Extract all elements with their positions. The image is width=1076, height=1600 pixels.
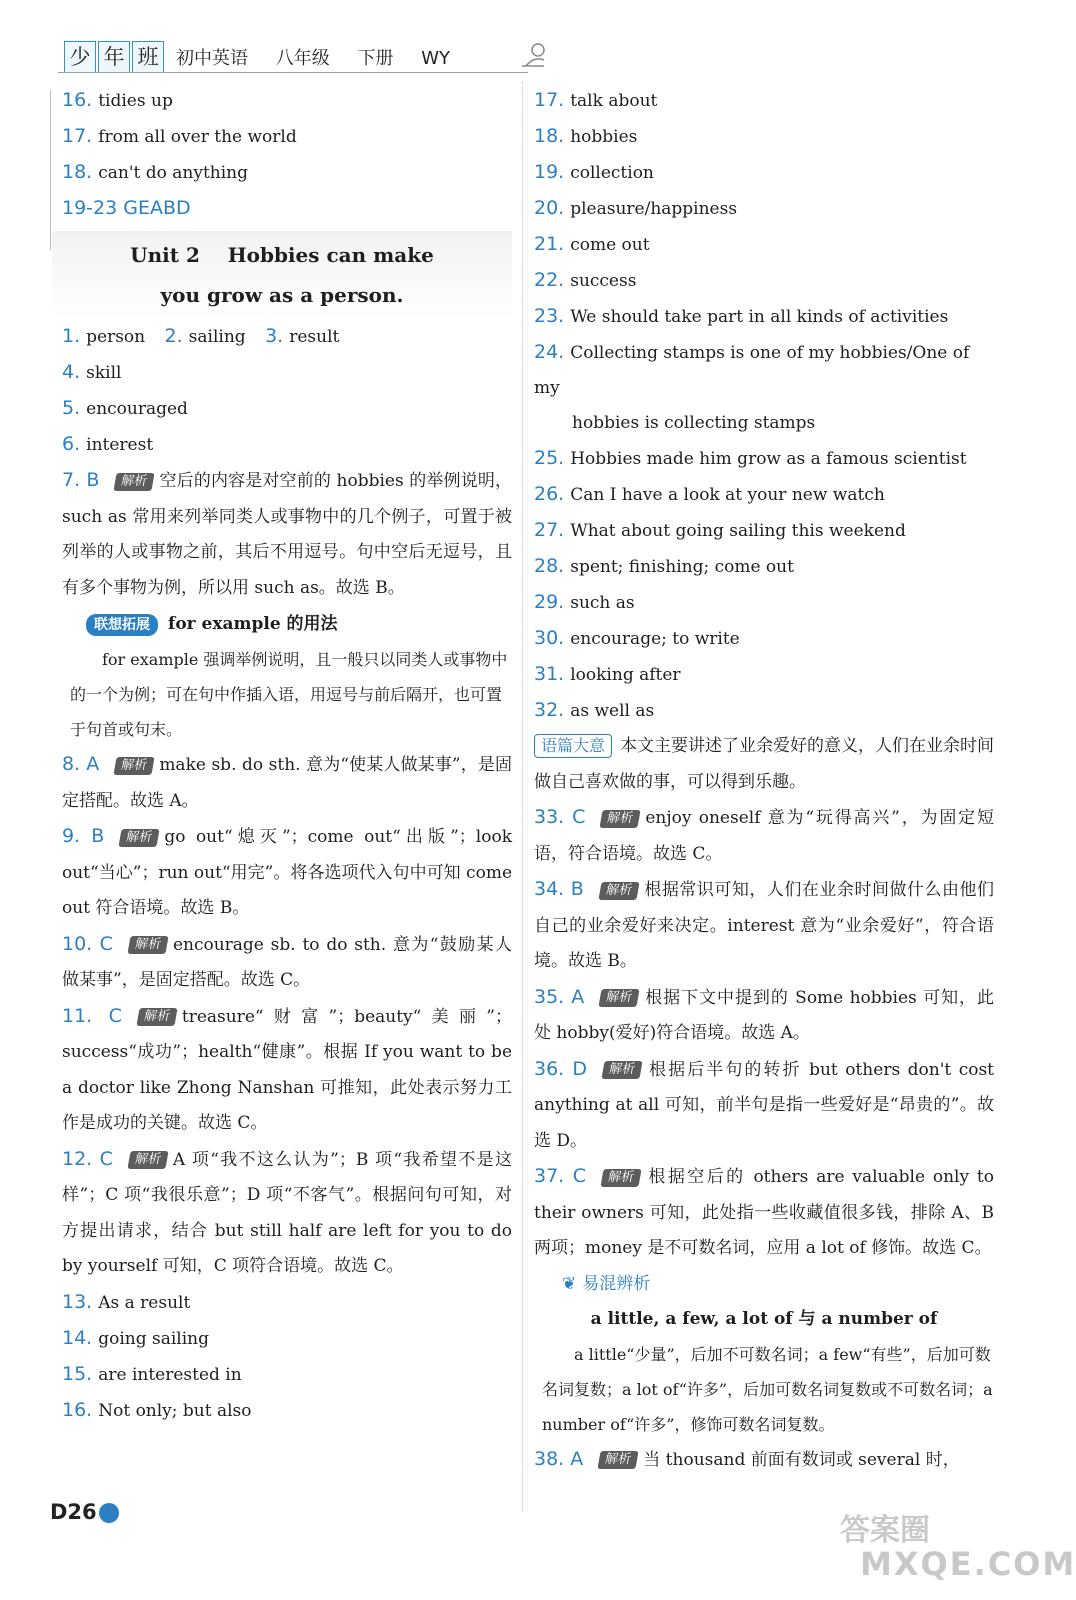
item-answer: looking after	[570, 665, 681, 685]
item-answer: We should take part in all kinds of activities	[570, 307, 949, 327]
answer-item	[534, 585, 994, 621]
item-number: 27.	[534, 519, 565, 541]
item-answer: sailing	[188, 327, 246, 347]
header-edition: WY	[421, 48, 450, 69]
brand-char-1: 少	[64, 41, 96, 73]
item-number: 2.	[164, 325, 183, 347]
answer-item	[62, 1393, 512, 1429]
explanation-item	[534, 980, 994, 1052]
answer-item	[62, 355, 512, 391]
item-number: 31.	[534, 663, 565, 685]
explanation-text: 空后的内容是对空前的 hobbies 的举例说明，such as 常用来列举同类人或事物中的几个例子，可置于被列举的人或事物之前，其后不用逗号。句中空后无逗号，且有多个事物为例，所以用 such as。故选 B。	[62, 471, 513, 598]
analysis-tag: 解析	[127, 1151, 168, 1169]
header-subject: 初中英语	[176, 48, 248, 69]
answer-item	[62, 191, 512, 227]
answer-item	[62, 83, 512, 119]
item-answer: Hobbies made him grow as a famous scientist	[570, 449, 967, 469]
brand-char-2: 年	[98, 41, 130, 73]
answer-item	[62, 155, 512, 191]
column-divider	[522, 82, 523, 1512]
answer-item	[534, 119, 994, 155]
item-answer: spent; finishing; come out	[570, 557, 794, 577]
extension-header	[62, 606, 512, 642]
extension-title: for example 的用法	[168, 614, 338, 634]
explanation-item	[534, 1442, 994, 1479]
answer-item	[534, 191, 994, 227]
item-number: 16.	[62, 1398, 93, 1421]
extension-body: for example 强调举例说明，且一般只以同类人或事物中的一个为例；可在句中作插入语，用逗号与前后隔开，也可置于句首或句末。	[70, 650, 508, 739]
explanation-item	[534, 800, 994, 872]
answer-item	[534, 657, 994, 693]
answer-item	[534, 155, 994, 191]
answer-item	[62, 1285, 512, 1321]
summary-text: 本文主要讲述了业余爱好的意义，人们在业余时间做自己喜欢做的事，可以得到乐趣。	[534, 736, 995, 792]
answer-item	[62, 319, 512, 355]
brand-logo	[64, 41, 166, 73]
explanation-text: enjoy oneself 意为“玩得高兴”，为固定短语，符合语境。故选 C。	[534, 808, 994, 864]
explanation-item	[62, 819, 512, 927]
item-number: 3.	[265, 325, 284, 347]
confusion-label: 易混辨析	[582, 1273, 651, 1294]
item-answer: talk about	[570, 91, 658, 111]
item-number: 16.	[62, 89, 93, 111]
analysis-tag: 解析	[114, 473, 155, 491]
item-number: 10. C	[62, 932, 113, 955]
item-number: 17.	[62, 125, 93, 147]
item-answer: Collecting stamps is one of my hobbies/One of my	[534, 343, 970, 398]
explanation-text: 根据下文中提到的 Some hobbies 可知，此处 hobby(爱好)符合语境。故选 A。	[534, 987, 994, 1043]
explanation-item	[62, 927, 512, 999]
answer-item	[534, 549, 994, 585]
item-answer: skill	[86, 363, 122, 383]
explanation-text: 根据空后的 others are valuable only to their owners 可知，此处指一些收藏值很多钱，排除 A、B 两项；money 是不可数名词，应用 a lot of 修饰。故选 C。	[534, 1167, 994, 1258]
item-number: 1.	[62, 325, 81, 347]
explanation-item	[62, 463, 512, 606]
confusion-icon: ❦	[562, 1273, 577, 1294]
answer-item	[534, 263, 994, 299]
answer-item	[62, 1321, 512, 1357]
watermark-url: MXQE.COM	[860, 1545, 1076, 1583]
item-number: 19.	[534, 161, 565, 183]
page-badge-icon	[99, 1503, 119, 1523]
left-margin-rule	[50, 90, 51, 250]
item-number: 17.	[534, 89, 565, 111]
item-answer: going sailing	[98, 1328, 210, 1349]
item-answer: from all over the world	[98, 127, 297, 147]
answer-item	[534, 693, 994, 729]
analysis-tag: 解析	[598, 1451, 639, 1469]
answer-item	[534, 83, 994, 119]
item-number: 21.	[534, 233, 565, 255]
item-answer: success	[570, 271, 637, 291]
item-number: 34. B	[534, 878, 584, 900]
header-meta	[176, 44, 472, 70]
passage-summary	[534, 729, 994, 800]
item-number: 12. C	[62, 1147, 113, 1170]
answer-item	[534, 477, 994, 513]
explanation-text: 当 thousand 前面有数词或 several 时，	[643, 1449, 960, 1470]
unit-title-line-1: Unit 2 Hobbies can make	[130, 243, 434, 267]
item-number: 14.	[62, 1326, 93, 1349]
brand-char-3: 班	[132, 41, 164, 73]
explanation-text: make sb. do sth. 意为“使某人做某事”，是固定搭配。故选 A。	[62, 755, 512, 811]
analysis-tag: 解析	[601, 1061, 642, 1079]
analysis-tag: 解析	[600, 1169, 641, 1187]
right-column	[534, 83, 994, 1478]
item-answer: result	[289, 327, 340, 347]
header-grade: 八年级	[275, 48, 330, 69]
item-number: 9. B	[62, 825, 105, 847]
answer-item	[534, 513, 994, 549]
item-number: 35. A	[534, 985, 585, 1008]
item-answer: Can I have a look at your new watch	[570, 485, 885, 505]
item-answer: hobbies	[570, 127, 638, 147]
item-answer: can't do anything	[98, 163, 248, 183]
item-number: 19-23	[62, 197, 118, 219]
confusion-title: a little, a few, a lot of 与 a number of	[590, 1308, 938, 1329]
page-number	[50, 1500, 119, 1524]
item-number: 6.	[62, 433, 81, 455]
item-number: 20.	[534, 197, 565, 219]
item-answer: encourage; to write	[570, 629, 740, 649]
analysis-tag: 解析	[600, 810, 641, 828]
item-number: 23.	[534, 305, 565, 327]
explanation-item	[534, 1159, 994, 1267]
item-number: 28.	[534, 555, 565, 577]
explanation-text: treasure“财富”；beauty“美丽”；success“成功”；health“健康”。根据 If you want to be a doctor like Zhong Nanshan 可推知，此处表示努力工作是成功的关键。故选 C。	[62, 1006, 512, 1133]
extension-label: 联想拓展	[86, 614, 158, 636]
item-answer: Not only; but also	[98, 1400, 252, 1421]
unit-title-line-2: you grow as a person.	[160, 283, 404, 307]
header-volume: 下册	[357, 48, 394, 69]
page-number-text: D26	[50, 1500, 97, 1524]
answer-item	[534, 227, 994, 263]
summary-label: 语篇大意	[534, 734, 612, 758]
item-answer: come out	[570, 235, 650, 255]
item-answer: collection	[570, 163, 654, 183]
explanation-text: 根据常识可知，人们在业余时间做什么由他们自己的业余爱好来决定。interest 意为“业余爱好”，符合语境。故选 B。	[534, 880, 995, 971]
explanation-text: go out“熄灭”；come out“出版”；look out“当心”；run out“用完”。将各选项代入句中可知 come out 符合语境。故选 B。	[62, 827, 512, 918]
item-number: 25.	[534, 447, 565, 469]
item-number: 8. A	[62, 753, 100, 775]
item-number: 36. D	[534, 1057, 587, 1080]
left-column	[62, 83, 512, 1429]
item-number: 37. C	[534, 1165, 586, 1187]
confusion-header	[534, 1267, 994, 1301]
answer-item-continued: hobbies is collecting stamps	[572, 413, 816, 433]
item-number: 24.	[534, 341, 565, 363]
explanation-item	[534, 872, 994, 980]
answer-item	[534, 299, 994, 335]
answer-item	[534, 441, 994, 477]
item-answer: person	[86, 327, 146, 347]
page-header	[64, 38, 472, 76]
explanation-text: 根据后半句的转折 but others don't cost anything at all 可知，前半句是指一些爱好是“昂贵的”。故选 D。	[534, 1059, 994, 1151]
analysis-tag: 解析	[598, 882, 639, 900]
explanation-text: A 项“我不这么认为”；B 项“我希望不是这样”；C 项“我很乐意”；D 项“不客气”。根据问句可知，对方提出请求，结合 but still half are left for you to do by yourself 可知，C 项符合语境。故选 C。	[62, 1149, 512, 1276]
answer-item	[534, 335, 994, 406]
item-answer: tidies up	[98, 91, 173, 111]
explanation-item	[534, 1052, 994, 1160]
item-number: 15.	[62, 1362, 93, 1385]
analysis-tag: 解析	[136, 1008, 177, 1026]
answer-item	[62, 1357, 512, 1393]
item-answer: interest	[86, 435, 154, 455]
analysis-tag: 解析	[599, 989, 640, 1007]
item-answer: such as	[570, 593, 635, 613]
item-number: 13.	[62, 1290, 93, 1313]
item-answer: are interested in	[98, 1364, 242, 1385]
answer-item	[62, 427, 512, 463]
item-number: 5.	[62, 397, 81, 419]
explanation-item	[62, 747, 512, 819]
watermark-logo: 答案圈	[840, 1513, 930, 1548]
analysis-tag: 解析	[119, 829, 160, 847]
item-number: 11. C	[62, 1004, 122, 1027]
item-number: 7. B	[62, 469, 100, 491]
analysis-tag: 解析	[127, 936, 168, 954]
item-answer: as well as	[570, 701, 655, 721]
answer-item	[62, 119, 512, 155]
answer-item	[62, 391, 512, 427]
item-number: 38. A	[534, 1447, 584, 1470]
item-answer: What about going sailing this weekend	[570, 521, 906, 541]
item-number: 33. C	[534, 806, 586, 828]
item-number: 22.	[534, 269, 565, 291]
explanation-text: encourage sb. to do sth. 意为“鼓励某人做某事”，是固定搭配。故选 C。	[62, 934, 512, 990]
explanation-item	[62, 1142, 512, 1285]
item-answer: encouraged	[86, 399, 188, 419]
item-number: 26.	[534, 483, 565, 505]
item-number: 18.	[62, 161, 93, 183]
analysis-tag: 解析	[114, 757, 155, 775]
item-number: 29.	[534, 591, 565, 613]
explanation-item	[62, 999, 512, 1142]
item-answer: pleasure/happiness	[570, 199, 738, 219]
header-rule	[58, 72, 528, 73]
unit-title	[52, 231, 512, 319]
confusion-body: a little“少量”，后加不可数名词；a few“有些”，后加可数名词复数；a lot of“许多”，后加可数名词复数或不可数名词；a number of“许多”，修饰可数名词复数。	[542, 1344, 993, 1434]
item-answer: As a result	[98, 1292, 191, 1313]
item-number: 18.	[534, 125, 565, 147]
item-number: 4.	[62, 361, 81, 383]
item-number: 30.	[534, 627, 565, 649]
answer-item	[534, 621, 994, 657]
item-number: 32.	[534, 699, 565, 721]
reader-icon	[516, 40, 550, 70]
item-answer: GEABD	[123, 197, 191, 219]
